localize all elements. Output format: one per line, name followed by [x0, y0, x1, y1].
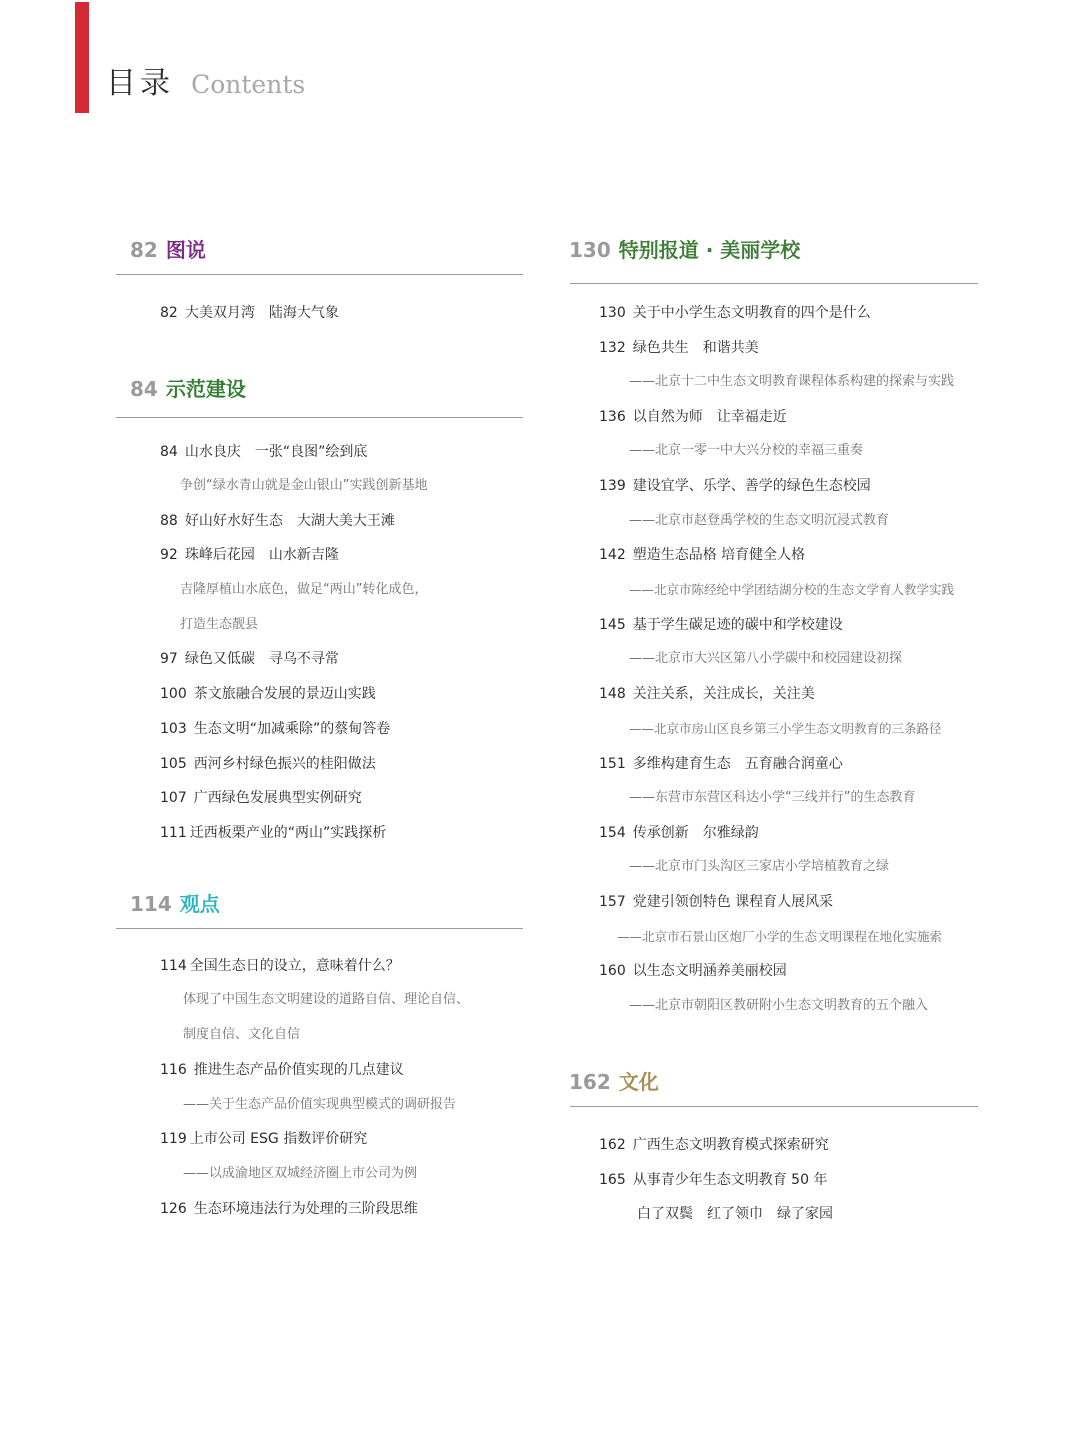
entry-subtitle: 制度自信、文化自信 — [183, 1027, 301, 1042]
entry-title: 从事青少年生态文明教育 50 年 — [632, 1172, 828, 1188]
entry-title: 生态文明“加减乘除”的蔡甸答卷 — [193, 721, 391, 737]
section-heading-guandian[interactable] — [130, 888, 220, 917]
toc-entry[interactable] — [160, 304, 339, 322]
entry-subtitle: 白了双鬓 红了领巾 绿了家园 — [637, 1206, 833, 1222]
page-number: 165 — [599, 1172, 626, 1188]
section-label: 文化 — [618, 1070, 659, 1094]
toc-entry[interactable] — [599, 616, 843, 634]
entry-subtitle: ——北京市赵登禹学校的生态文明沉浸式教育 — [629, 513, 890, 528]
page-number: 154 — [599, 825, 626, 841]
toc-entry[interactable] — [599, 408, 787, 426]
toc-entry[interactable] — [599, 477, 871, 495]
section-label: 观点 — [179, 892, 220, 916]
entry-subtitle: ——北京十二中生态文明教育课程体系构建的探索与实践 — [629, 374, 955, 389]
page-number: 139 — [599, 478, 626, 494]
toc-entry[interactable] — [160, 720, 390, 738]
entry-subtitle: ——关于生态产品价值实现典型模式的调研报告 — [183, 1097, 457, 1112]
page-number: 92 — [160, 547, 178, 563]
page-number: 97 — [160, 651, 178, 667]
toc-entry[interactable] — [599, 304, 871, 322]
entry-title: 全国生态日的设立，意味着什么？ — [189, 958, 400, 974]
toc-entry[interactable] — [599, 1171, 827, 1189]
section-heading-baodao[interactable] — [569, 234, 800, 263]
toc-entry[interactable] — [599, 339, 759, 357]
toc-entry[interactable] — [160, 512, 395, 530]
toc-entry[interactable] — [160, 755, 376, 773]
page-number: 142 — [599, 547, 626, 563]
toc-entry[interactable] — [160, 1061, 404, 1079]
toc-entry[interactable] — [160, 1130, 367, 1148]
entry-subtitle: ——北京市大兴区第八小学碳中和校园建设初探 — [629, 651, 903, 666]
toc-entry[interactable] — [160, 546, 339, 564]
toc-entry[interactable] — [160, 789, 362, 807]
section-number: 114 — [130, 892, 172, 916]
page-number: 132 — [599, 340, 626, 356]
page-number: 130 — [599, 305, 626, 321]
page-number: 105 — [160, 756, 187, 772]
page-number: 107 — [160, 790, 187, 806]
entry-subtitle: ——以成渝地区双城经济圈上市公司为例 — [183, 1166, 418, 1181]
entry-title: 推进生态产品价值实现的几点建议 — [193, 1062, 404, 1078]
entry-subtitle: 体现了中国生态文明建设的道路自信、理论自信、 — [183, 992, 470, 1007]
toc-entry[interactable] — [160, 650, 339, 668]
page-number: 162 — [599, 1137, 626, 1153]
section-number: 130 — [569, 238, 611, 262]
entry-subtitle: ——北京市门头沟区三家店小学培植教育之绿 — [629, 859, 890, 874]
entry-title: 党建引领创特色 课程育人展风采 — [632, 894, 834, 910]
entry-title: 以自然为师 让幸福走近 — [632, 409, 787, 425]
page-number: 157 — [599, 894, 626, 910]
section-heading-wenhua[interactable] — [569, 1066, 659, 1095]
entry-title: 大美双月湾 陆海大气象 — [184, 305, 339, 321]
accent-bar — [75, 2, 89, 113]
entry-title: 建设宜学、乐学、善学的绿色生态校园 — [632, 478, 871, 494]
entry-subtitle: 争创“绿水青山就是金山银山”实践创新基地 — [180, 478, 428, 493]
toc-entry[interactable] — [160, 957, 400, 975]
page-number: 126 — [160, 1201, 187, 1217]
entry-title: 好山好水好生态 大湖大美大王滩 — [184, 513, 395, 529]
entry-title: 绿色又低碳 寻乌不寻常 — [184, 651, 339, 667]
entry-subtitle: ——北京市陈经纶中学团结湖分校的生态文学育人教学实践 — [629, 582, 955, 597]
page-number: 151 — [599, 756, 626, 772]
toc-entry[interactable] — [599, 893, 833, 911]
entry-title: 关于中小学生态文明教育的四个是什么 — [632, 305, 871, 321]
entry-subtitle: ——东营市东营区科达小学“三线并行”的生态教育 — [629, 790, 916, 805]
section-number: 162 — [569, 1070, 611, 1094]
title-cn-2: 录 — [140, 66, 174, 101]
toc-entry[interactable] — [160, 685, 376, 703]
entry-subtitle: ——北京市石景山区炮厂小学的生态文明课程在地化实施索 — [617, 929, 943, 944]
entry-subtitle: ——北京市房山区良乡第三小学生态文明教育的三条路径 — [629, 721, 942, 736]
toc-entry[interactable] — [599, 962, 787, 980]
entry-title: 多维构建育生态 五育融合润童心 — [632, 756, 843, 772]
entry-title: 生态环境违法行为处理的三阶段思维 — [193, 1201, 418, 1217]
page-number: 136 — [599, 409, 626, 425]
page-number: 111 — [160, 825, 187, 841]
page-number: 145 — [599, 617, 626, 633]
section-divider — [116, 274, 523, 275]
entry-title: 珠峰后花园 山水新吉隆 — [184, 547, 339, 563]
section-heading-shifan[interactable] — [130, 373, 246, 402]
section-label: 示范建设 — [165, 377, 246, 401]
section-label: 图说 — [165, 238, 206, 262]
section-number: 82 — [130, 238, 158, 262]
section-divider — [570, 283, 978, 284]
section-label: 特别报道 · 美丽学校 — [618, 238, 801, 262]
title-en: Contents — [191, 70, 306, 99]
toc-entry[interactable] — [599, 755, 843, 773]
title-cn-1: 目 — [106, 66, 140, 101]
entry-subtitle: ——北京市朝阳区教研附小生态文明教育的五个融入 — [629, 998, 929, 1013]
page-number: 88 — [160, 513, 178, 529]
toc-entry[interactable] — [160, 1200, 418, 1218]
section-number: 84 — [130, 377, 158, 401]
toc-entry[interactable] — [160, 824, 386, 842]
entry-title: 迁西板栗产业的“两山”实践探析 — [189, 825, 387, 841]
entry-title: 广西绿色发展典型实例研究 — [193, 790, 362, 806]
section-divider — [116, 928, 523, 929]
entry-title: 西河乡村绿色振兴的桂阳做法 — [193, 756, 376, 772]
page-number: 160 — [599, 963, 626, 979]
entry-title: 塑造生态品格 培育健全人格 — [632, 547, 806, 563]
entry-subtitle: ——北京一零一中大兴分校的幸福三重奏 — [629, 443, 864, 458]
entry-subtitle: 吉隆厚植山水底色，做足“两山”转化成色， — [180, 582, 428, 597]
entry-title: 基于学生碳足迹的碳中和学校建设 — [632, 617, 843, 633]
page-number: 148 — [599, 686, 626, 702]
section-heading-tushuo[interactable] — [130, 234, 206, 263]
entry-title: 茶文旅融合发展的景迈山实践 — [193, 686, 376, 702]
toc-entry[interactable] — [599, 824, 759, 842]
page-number: 84 — [160, 444, 178, 460]
toc-entry[interactable] — [599, 546, 805, 564]
toc-entry[interactable] — [160, 443, 367, 461]
entry-title: 绿色共生 和谐共美 — [632, 340, 759, 356]
entry-title: 上市公司 ESG 指数评价研究 — [189, 1131, 368, 1147]
toc-entry[interactable] — [599, 685, 815, 703]
page-number: 82 — [160, 305, 178, 321]
page-title — [106, 58, 305, 102]
page-number: 119 — [160, 1131, 187, 1147]
entry-title: 山水良庆 一张“良图”绘到底 — [184, 444, 368, 460]
entry-subtitle: 打造生态靓县 — [180, 617, 259, 632]
toc-entry[interactable] — [599, 1136, 829, 1154]
page-number: 114 — [160, 958, 187, 974]
entry-title: 关注关系，关注成长，关注美 — [632, 686, 815, 702]
section-divider — [116, 417, 523, 418]
section-divider — [570, 1106, 978, 1107]
entry-title: 传承创新 尔雅绿韵 — [632, 825, 759, 841]
entry-title: 广西生态文明教育模式探索研究 — [632, 1137, 829, 1153]
entry-title: 以生态文明涵养美丽校园 — [632, 963, 787, 979]
page-number: 103 — [160, 721, 187, 737]
page-number: 100 — [160, 686, 187, 702]
page-number: 116 — [160, 1062, 187, 1078]
